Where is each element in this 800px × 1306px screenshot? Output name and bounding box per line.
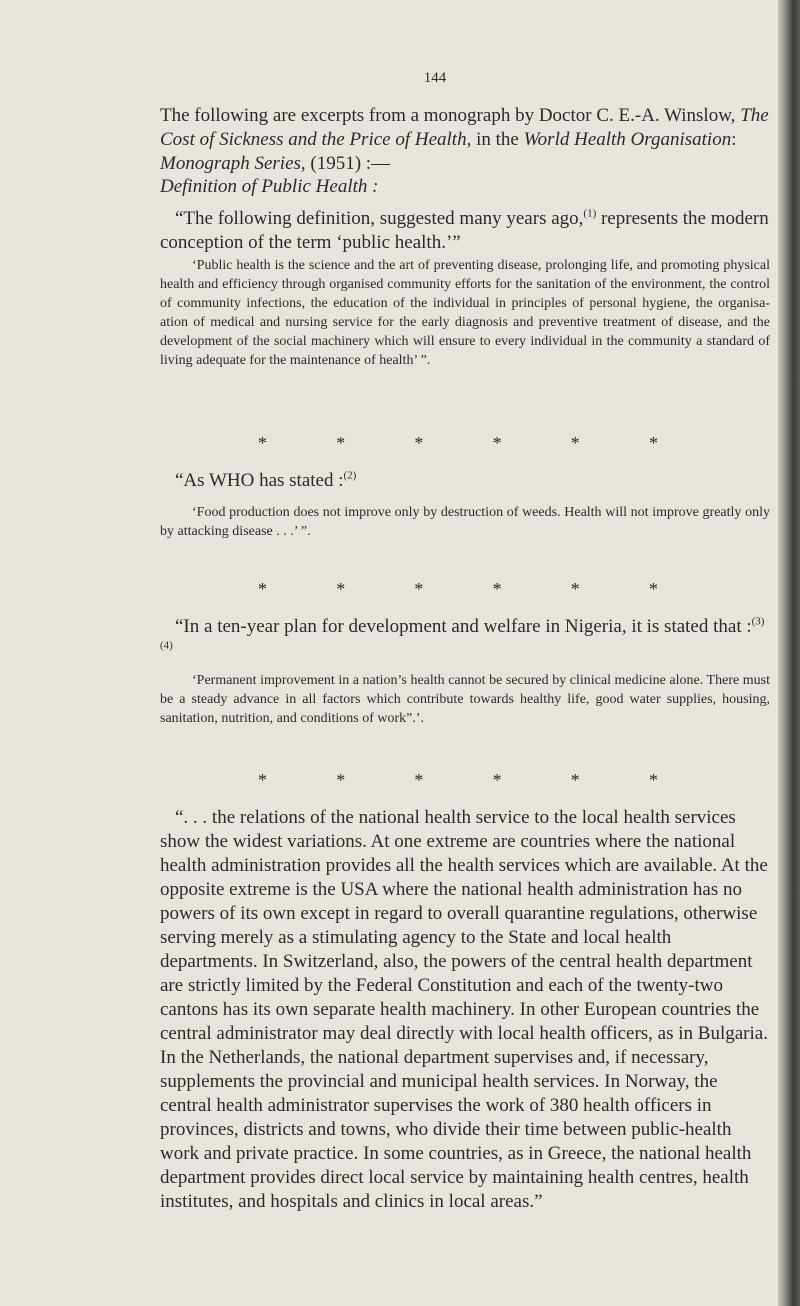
star: * [258,579,267,599]
definition-heading: Definition of Public Health : [160,176,379,197]
intro-text: The following are excerpts from a monograph by Doctor C. E.-A. Winslow, [160,105,741,126]
series-name: Monograph Series [160,153,301,174]
lead-text: represents the modern conception of the term ‘public health.’” [160,208,769,253]
star: * [648,770,658,790]
star: * [414,579,424,599]
intro-text: : [731,129,737,150]
section2-quote: ‘Food production does not improve only by destruction of weeds. Health will not improve greatly only by attacking disease . . .’ ”. [160,505,770,539]
star: * [648,579,658,599]
lead-text: “In a ten-year plan for development and welfare in Nigeria, it is stated that : [175,616,752,637]
star: * [570,770,580,790]
star: * [258,770,267,790]
separator-stars [258,433,658,454]
star: * [258,433,267,453]
book-title: The Cost of Sickness and the Price of Health [160,105,769,150]
lead-text: “As WHO has stated : [175,470,344,491]
star: * [336,770,346,790]
intro-paragraph [160,104,770,176]
footnote-ref: (3) [751,615,765,628]
star: * [570,433,580,453]
star: * [414,433,424,453]
footnote-ref: (1) [583,207,597,220]
section1-lead [160,207,770,255]
section2-lead [160,469,770,493]
star: * [336,433,346,453]
star: * [570,579,580,599]
star: * [336,579,346,599]
intro-text: , (1951) :— [300,153,391,174]
separator-stars [258,770,658,791]
section4-body: “. . . the relations of the national health service to the local health services show the widest variations. At one extreme are countries where the national health administration provides all the health services which are available. At the opposite extreme is the USA where the national health administration has no powers of its own except in regard to overall quarantine regulations, otherwise serving merely as a stimulating agency to the State and local health departments. In Switzerland, also, the powers of the central health department are strictly limited by the Federal Constitution and each of the twenty-two cantons has its own separate health machinery. In other European countries the central administrator may deal directly with local health officers, as in Bulgaria. In the Netherlands, the national department supervises and, if necessary, supplements the provincial and municipal health services. In Norway, the central health administrator supervises the work of 380 health officers in provinces, districts and towns, who divide their time between public-health work and private practice. In some countries, as in Greece, the national health department provides direct local service by maintaining health centres, health institutes, and hospitals and clinics in local areas.” [160,807,768,1212]
section3-lead [160,615,770,663]
book-spine-shadow [778,0,800,1306]
intro-text: , in the [466,129,524,150]
separator-stars [258,579,658,600]
star: * [414,770,424,790]
footnote-ref: (2) [343,469,357,482]
section1-quote: ‘Public health is the science and the art of preventing disease, prolonging life, and promoting physical health and efficiency through organised community efforts for the sanitation of the environment, the control of community infections, the education of the individual in principles of personal hygiene, the organisa- ation of medical and nursing service for the early diagnosis and preventive treatment of disease, and the development of the social machinery which will ensure to every individual in the community a standard of living adequate for the maintenance of health’ ”. [160,258,770,368]
page-number: 144 [423,70,447,86]
footnote-ref: (4) [160,639,173,652]
section3-quote: ‘Permanent improvement in a nation’s health cannot be secured by clinical medicine alone. There must be a steady advance in all factors which contribute towards healthy life, good water supplies, housing, sanitation, nutrition, and conditions of work”.’. [160,673,770,726]
series-title: World Health Organisation [523,129,732,150]
star: * [648,433,658,453]
star: * [492,433,502,453]
lead-text: “The following definition, suggested many years ago, [175,208,584,229]
star: * [492,770,502,790]
star: * [492,579,502,599]
